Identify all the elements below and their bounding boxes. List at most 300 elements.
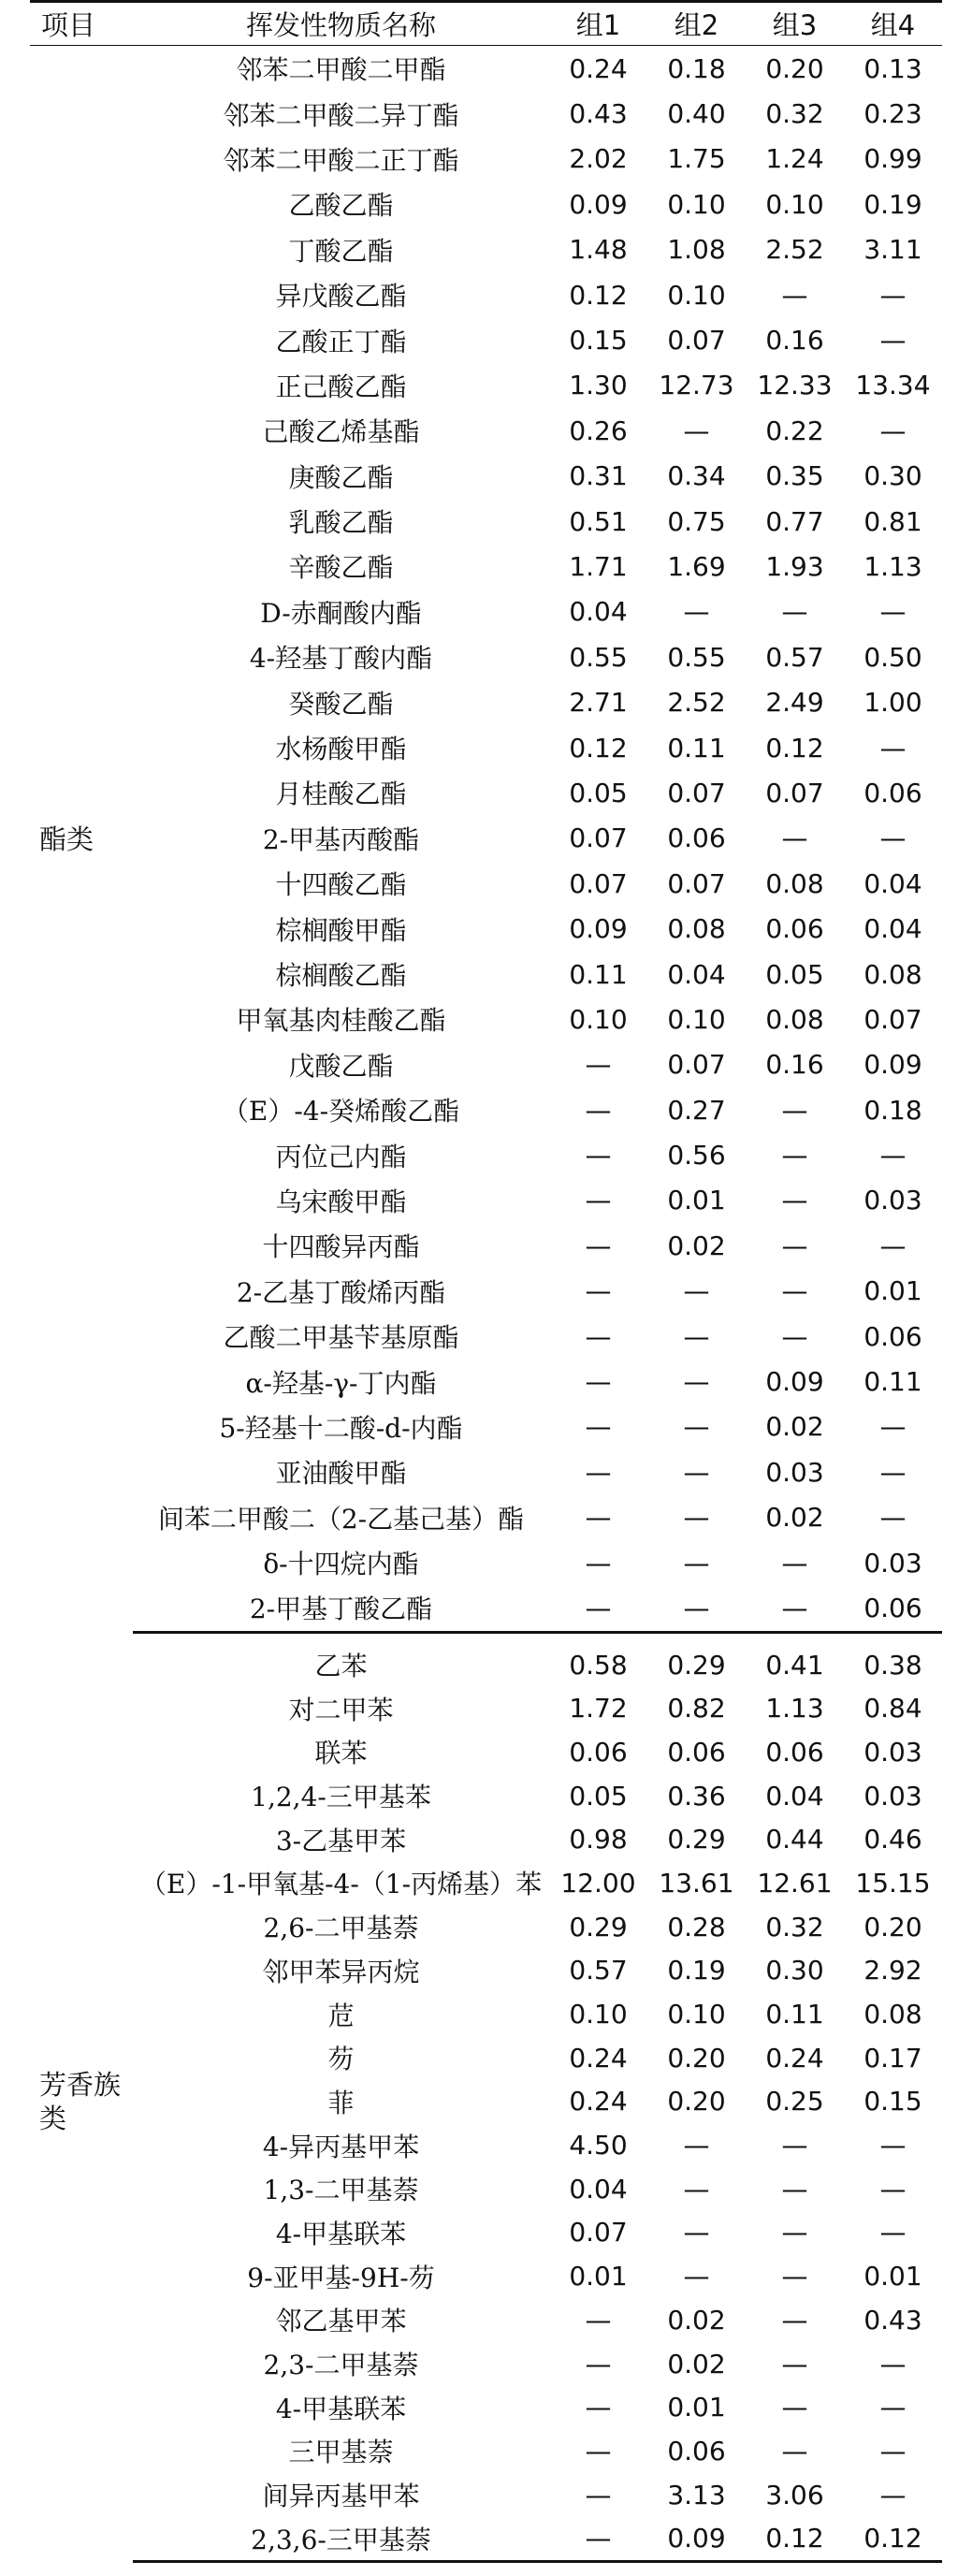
group-1-value-cell: — [585,2348,612,2380]
group-4-value-cell: — [879,2173,907,2205]
group-1-value-cell: 0.04 [569,596,628,628]
group-2-value-cell: — [683,1366,710,1398]
group-4-value-cell: 0.17 [863,2042,922,2074]
table-row [30,317,942,362]
header-compound-name: 挥发性物质名称 [245,9,436,41]
table-row [30,91,942,136]
group-4-value-cell: 0.08 [863,1999,922,2030]
group-2-value-cell: 0.04 [667,958,726,990]
table-row [30,589,942,634]
table-row [30,997,942,1041]
group-4-value-cell: — [879,2435,907,2467]
group-2-value-cell: 0.02 [667,2348,726,2380]
compound-name-cell: 己酸乙烯基酯 [262,416,420,448]
group-3-value-cell: 0.22 [765,415,824,446]
group-3-value-cell: 0.08 [765,867,824,899]
table-row [30,2167,942,2211]
group-2-value-cell: 3.13 [667,2479,726,2511]
group-3-value-cell: 12.61 [757,1867,833,1899]
table-row [30,2123,942,2167]
compound-name-cell: 4-甲基联苯 [275,2393,407,2424]
group-4-value-cell: — [879,1502,907,1534]
group-4-value-cell: 0.01 [863,2261,922,2292]
group-2-value-cell: 0.29 [667,1824,726,1856]
group-2-value-cell: 1.08 [667,234,726,266]
group-4-value-cell: 2.92 [863,1955,922,1987]
group-2-value-cell: 0.82 [667,1693,726,1725]
table-row [30,272,942,317]
table-row [30,1774,942,1818]
group-2-value-cell: 0.34 [667,460,726,492]
table-row [30,770,942,815]
compound-name-cell: 邻苯二甲酸二正丁酯 [223,144,459,176]
group-1-value-cell: — [585,1320,612,1352]
table-row [30,2254,942,2298]
group-4-value-cell: 0.06 [844,1585,942,1632]
group-1-value-cell: 0.58 [569,1649,628,1681]
compound-name-cell: D-赤酮酸内酯 [260,597,422,629]
table-row [30,679,942,724]
group-1-value-cell: 0.07 [569,2217,628,2249]
table-row [30,1992,942,2036]
group-3-value-cell: 0.16 [765,325,824,357]
table-row [30,1359,942,1404]
table-row [30,1042,942,1087]
group-4-value-cell: 0.38 [863,1649,922,1681]
group-4-value-cell: 0.13 [863,52,922,84]
group-2-value-cell: 0.06 [667,2435,726,2467]
compound-name-cell: 4-甲基联苯 [275,2218,407,2249]
compound-name-cell: 对二甲苯 [288,1694,394,1725]
compound-name-cell: 邻苯二甲酸二异丁酯 [223,99,459,131]
group-2-value-cell: 0.01 [667,2392,726,2423]
group-3-value-cell: 0.44 [765,1824,824,1856]
group-3-value-cell: — [781,1094,808,1126]
group-2-value-cell: 0.02 [667,1230,726,1261]
group-2-value-cell: 0.01 [667,1185,726,1216]
compound-name-cell: 2-乙基丁酸烯丙酯 [236,1276,446,1308]
compound-name-cell: 菲 [327,2087,355,2118]
group-1-value-cell: 0.06 [569,1736,628,1768]
header-group-2: 组2 [674,9,719,41]
compound-name-cell: 亚油酸甲酯 [275,1458,407,1490]
compound-name-cell: 水杨酸甲酯 [275,734,407,765]
group-1-value-cell: 0.01 [569,2261,628,2292]
group-1-value-cell: 0.98 [569,1824,628,1856]
table-row [30,1632,942,1686]
group-1-value-cell: — [585,2392,612,2423]
group-2-value-cell: 13.61 [659,1867,734,1899]
table-row [30,227,942,272]
group-2-value-cell: — [683,2130,710,2161]
table-row [30,1730,942,1774]
group-2-value-cell: 0.20 [667,2086,726,2118]
group-4-value-cell: — [879,1230,907,1261]
group-1-value-cell: 1.71 [569,550,628,582]
group-1-value-cell: — [585,1094,612,1126]
compound-name-cell: 1,3-二甲基萘 [263,2175,419,2206]
group-2-value-cell: 0.19 [667,1955,726,1987]
table-row [30,816,942,861]
group-1-value-cell: — [549,1585,647,1632]
group-1-value-cell: — [585,1456,612,1488]
group-2-value-cell: 2.52 [667,687,726,719]
group-4-value-cell: 0.09 [863,1049,922,1081]
compound-name-cell: 丙位己内酯 [275,1141,407,1172]
header-group-4: 组4 [870,9,916,41]
group-3-value-cell: 0.09 [765,1366,824,1398]
compound-name-cell: 间苯二甲酸二（2-乙基己基）酯 [157,1503,525,1535]
compound-name-cell: 乳酸乙酯 [288,507,394,539]
volatile-compounds-table [30,0,942,2563]
group-2-value-cell: — [683,1320,710,1352]
group-3-value-cell: 0.57 [765,641,824,673]
group-2-value-cell: 0.09 [647,2516,746,2561]
group-4-value-cell: 0.50 [863,641,922,673]
group-1-value-cell: — [585,1411,612,1443]
group-3-value-cell: 0.07 [765,777,824,808]
group-3-value-cell: — [781,2130,808,2161]
group-2-value-cell: 0.07 [667,777,726,808]
table-row [30,1905,942,1949]
table-row [30,906,942,951]
group-2-value-cell: 0.20 [667,2042,726,2074]
group-3-value-cell: — [781,1230,808,1261]
group-4-value-cell: 3.11 [863,234,922,266]
compound-name-cell: 乙酸乙酯 [288,190,394,222]
group-1-value-cell: — [585,2479,612,2511]
group-3-value-cell: 2.52 [765,234,824,266]
table-row [30,499,942,544]
compound-name-cell: 三甲基萘 [288,2437,394,2468]
group-3-value-cell: 0.77 [765,505,824,537]
group-1-value-cell: 12.00 [560,1867,636,1899]
group-3-value-cell: 1.93 [765,550,824,582]
group-4-value-cell: — [879,2479,907,2511]
group-3-value-cell: 0.20 [765,52,824,84]
group-4-value-cell: — [879,2130,907,2161]
group-4-value-cell: 0.08 [863,958,922,990]
table-row [30,1087,942,1132]
group-4-value-cell: — [879,279,907,311]
table-row [30,1817,942,1861]
group-4-value-cell: — [879,732,907,764]
group-4-value-cell: 0.19 [863,188,922,220]
group-4-value-cell: — [879,1140,907,1172]
group-4-value-cell: — [879,2217,907,2249]
group-4-value-cell: 0.81 [863,505,922,537]
group-4-value-cell: 0.11 [863,1366,922,1398]
table-row [30,2211,942,2255]
table-row [30,408,942,453]
compound-name-cell: （E）-4-癸烯酸乙酯 [222,1096,460,1128]
group-1-value-cell: — [585,1049,612,1081]
group-1-value-cell: — [585,1185,612,1216]
table-row [30,952,942,997]
group-1-value-cell: 0.31 [569,460,628,492]
group-1-value-cell: 0.57 [569,1955,628,1987]
group-4-value-cell: 0.99 [863,143,922,175]
group-1-value-cell: 2.02 [569,143,628,175]
table-row [30,1585,942,1632]
compound-name-cell: 正己酸乙酯 [275,371,407,402]
group-2-value-cell: — [683,2261,710,2292]
compound-name-cell: 邻苯二甲酸二甲酯 [236,54,446,86]
compound-name-cell: 庚酸乙酯 [288,461,394,493]
compound-name-cell: 苊 [327,2000,355,2031]
compound-name-cell: 1,2,4-三甲基苯 [251,1782,431,1813]
group-3-value-cell: 0.25 [765,2086,824,2118]
group-3-value-cell: 0.12 [765,732,824,764]
header-group-3: 组3 [772,9,818,41]
group-4-value-cell: 1.13 [863,550,922,582]
group-4-value-cell: 0.12 [844,2516,942,2561]
group-1-value-cell: 0.11 [569,958,628,990]
table-row [30,1449,942,1494]
compound-name-cell: 甲氧基肉桂酸乙酯 [236,1005,446,1037]
table-row [30,725,942,770]
group-3-value-cell: 0.06 [765,913,824,945]
group-4-value-cell: 0.20 [863,1911,922,1943]
group-2-value-cell: 0.07 [667,867,726,899]
group-1-value-cell: 0.29 [569,1911,628,1943]
group-2-value-cell: 0.55 [667,641,726,673]
group-2-value-cell: 0.56 [667,1140,726,1172]
group-1-value-cell: — [585,1547,612,1579]
group-4-value-cell: — [879,2392,907,2423]
table-row [30,1178,942,1223]
group-2-value-cell: — [683,1456,710,1488]
compound-name-cell: 月桂酸乙酯 [275,779,407,810]
table-row [30,1404,942,1449]
table-row [30,363,942,408]
group-4-value-cell: — [879,1456,907,1488]
group-3-value-cell: — [781,1140,808,1172]
group-1-value-cell: — [585,1502,612,1534]
table-row [30,2385,942,2429]
group-3-value-cell: — [781,2217,808,2249]
group-2-value-cell: — [683,2217,710,2249]
compound-name-cell: 2-甲基丙酸酯 [262,823,420,855]
compound-name-cell: 联苯 [314,1738,368,1769]
group-1-value-cell: 0.43 [569,98,628,130]
group-3-value-cell: 0.08 [765,1003,824,1035]
compound-name-cell: 十四酸乙酯 [275,869,407,901]
group-3-value-cell: 0.32 [765,98,824,130]
table-row [30,1132,942,1177]
group-2-value-cell: 0.07 [667,325,726,357]
group-3-value-cell: 0.32 [765,1911,824,1943]
compound-name-cell: 丁酸乙酯 [288,235,394,267]
compound-name-cell: 癸酸乙酯 [288,688,394,720]
group-2-value-cell: — [683,1275,710,1307]
compound-name-cell: 2,3,6-三甲基萘 [133,2516,549,2561]
group-3-value-cell: — [781,2304,808,2336]
group-4-value-cell: 13.34 [855,370,931,401]
group-4-value-cell: 0.03 [863,1780,922,1812]
group-3-value-cell: 0.03 [765,1456,824,1488]
group-4-value-cell: — [879,325,907,357]
compound-name-cell: 乙酸正丁酯 [275,326,407,357]
table-row [30,1269,942,1314]
group-2-value-cell: 0.40 [667,98,726,130]
group-3-value-cell: 1.24 [765,143,824,175]
group-3-value-cell: — [781,596,808,628]
compound-name-cell: （E）-1-甲氧基-4-（1-丙烯基）苯 [139,1869,543,1900]
table-row [30,1686,942,1730]
group-3-value-cell: — [746,1585,844,1632]
group-4-value-cell: 0.01 [863,1275,922,1307]
group-4-value-cell: — [879,822,907,854]
compound-name-cell: α-羟基-γ-丁内酯 [245,1367,437,1399]
group-3-value-cell: 2.49 [765,687,824,719]
compound-name-cell: 乌宋酸甲酯 [275,1186,407,1217]
table-row [30,1540,942,1585]
group-2-value-cell: — [683,415,710,446]
table-row [30,2429,942,2473]
group-2-value-cell: 0.08 [667,913,726,945]
group-1-value-cell: 0.07 [569,867,628,899]
group-1-value-cell: 4.50 [569,2130,628,2161]
group-4-value-cell: 15.15 [855,1867,931,1899]
group-3-value-cell: — [781,1275,808,1307]
compound-name-cell: 4-羟基丁酸内酯 [249,643,433,675]
group-1-value-cell: 0.12 [569,279,628,311]
group-1-value-cell: 0.09 [569,188,628,220]
compound-name-cell: δ-十四烷内酯 [263,1549,419,1580]
group-4-value-cell: 0.15 [863,2086,922,2118]
group-3-value-cell: 0.10 [765,188,824,220]
group-1-value-cell: 0.55 [569,641,628,673]
compound-name-cell: 棕榈酸乙酯 [275,960,407,991]
group-2-value-cell: — [683,2173,710,2205]
group-2-value-cell: 0.07 [667,1049,726,1081]
table-row [30,544,942,589]
compound-name-cell: 2,3-二甲基萘 [263,2350,419,2381]
group-4-value-cell: 0.30 [863,460,922,492]
compound-name-cell: 异戊酸乙酯 [275,281,407,313]
compound-name-cell: 9-亚甲基-9H-芴 [247,2262,435,2293]
group-4-value-cell: 0.06 [863,1320,922,1352]
group-1-value-cell: — [585,1140,612,1172]
group-3-value-cell: 0.04 [765,1780,824,1812]
compound-name-cell: 十四酸异丙酯 [262,1231,420,1263]
group-1-value-cell: 2.71 [569,687,628,719]
table-row [30,2080,942,2124]
group-4-value-cell: — [879,596,907,628]
group-1-value-cell: 0.07 [569,822,628,854]
table-row [30,2473,942,2517]
table-row [30,137,942,182]
esters-section [30,46,942,1633]
group-1-value-cell: 0.26 [569,415,628,446]
group-2-value-cell: 12.73 [659,370,734,401]
group-2-value-cell: — [683,1502,710,1534]
group-1-value-cell: 1.30 [569,370,628,401]
group-2-value-cell: 0.10 [667,188,726,220]
group-3-value-cell: — [781,2261,808,2292]
group-4-value-cell: 0.04 [863,913,922,945]
group-4-value-cell: — [879,415,907,446]
group-2-value-cell: — [683,1411,710,1443]
group-3-value-cell: 0.02 [765,1411,824,1443]
group-2-value-cell: 0.10 [667,279,726,311]
compound-name-cell: 3-乙基甲苯 [275,1825,407,1856]
group-3-value-cell: 0.05 [765,958,824,990]
group-2-value-cell: 1.75 [667,143,726,175]
group-1-value-cell: — [585,2304,612,2336]
compound-name-cell: 乙酸二甲基苄基原酯 [223,1322,459,1354]
table-row [30,1314,942,1359]
group-1-value-cell: 0.10 [569,1003,628,1035]
group-2-value-cell: 0.10 [667,1999,726,2030]
table-row [30,2298,942,2342]
table-row [30,1495,942,1540]
group-4-value-cell: 0.07 [863,1003,922,1035]
group-1-value-cell: 0.10 [569,1999,628,2030]
group-3-value-cell: 3.06 [765,2479,824,2511]
group-1-value-cell: 0.51 [569,505,628,537]
group-3-value-cell: — [781,822,808,854]
compound-name-cell: 2-甲基丁酸乙酯 [133,1585,549,1632]
group-2-value-cell: 0.18 [667,52,726,84]
compound-name-cell: 乙苯 [314,1651,368,1682]
group-4-value-cell: 0.06 [863,777,922,808]
group-1-value-cell: — [585,1366,612,1398]
group-4-value-cell: 0.03 [863,1547,922,1579]
table-row [30,2342,942,2386]
group-4-value-cell: 0.46 [863,1824,922,1856]
group-3-value-cell: — [781,1547,808,1579]
table-row [30,1948,942,1992]
group-2-value-cell: — [683,1547,710,1579]
group-1-value-cell: 0.05 [569,1780,628,1812]
group-3-value-cell: — [781,2392,808,2423]
compound-name-cell: 间异丙基甲苯 [262,2481,420,2512]
group-4-value-cell: 0.23 [863,98,922,130]
group-1-value-cell: 0.24 [569,2086,628,2118]
group-2-value-cell: 0.28 [667,1911,726,1943]
compound-name-cell: 棕榈酸甲酯 [275,914,407,946]
group-1-value-cell: 0.05 [569,777,628,808]
group-3-value-cell: — [781,1185,808,1216]
group-3-value-cell: 0.06 [765,1736,824,1768]
group-2-value-cell: 0.75 [667,505,726,537]
group-1-value-cell: — [585,1275,612,1307]
group-1-value-cell: 1.48 [569,234,628,266]
group-3-value-cell: 1.13 [765,1693,824,1725]
group-3-value-cell: 0.16 [765,1049,824,1081]
group-4-value-cell: — [879,1411,907,1443]
compound-name-cell: 邻甲苯异丙烷 [262,1956,420,1987]
group-1-value-cell: 0.24 [569,52,628,84]
group-3-value-cell: 12.33 [757,370,833,401]
group-2-value-cell: 0.06 [667,1736,726,1768]
group-2-value-cell: 0.36 [667,1780,726,1812]
group-1-value-cell: — [585,1230,612,1261]
group-3-value-cell: 0.11 [765,1999,824,2030]
category-aromatics: 芳香族类 [39,2068,122,2134]
group-4-value-cell: 0.03 [863,1736,922,1768]
group-4-value-cell: 1.00 [863,687,922,719]
group-3-value-cell: 0.24 [765,2042,824,2074]
group-3-value-cell: 0.30 [765,1955,824,1987]
group-3-value-cell: — [781,2173,808,2205]
group-3-value-cell: — [781,2435,808,2467]
group-1-value-cell: 0.15 [569,325,628,357]
group-3-value-cell: — [781,2348,808,2380]
group-1-value-cell: 1.72 [569,1693,628,1725]
